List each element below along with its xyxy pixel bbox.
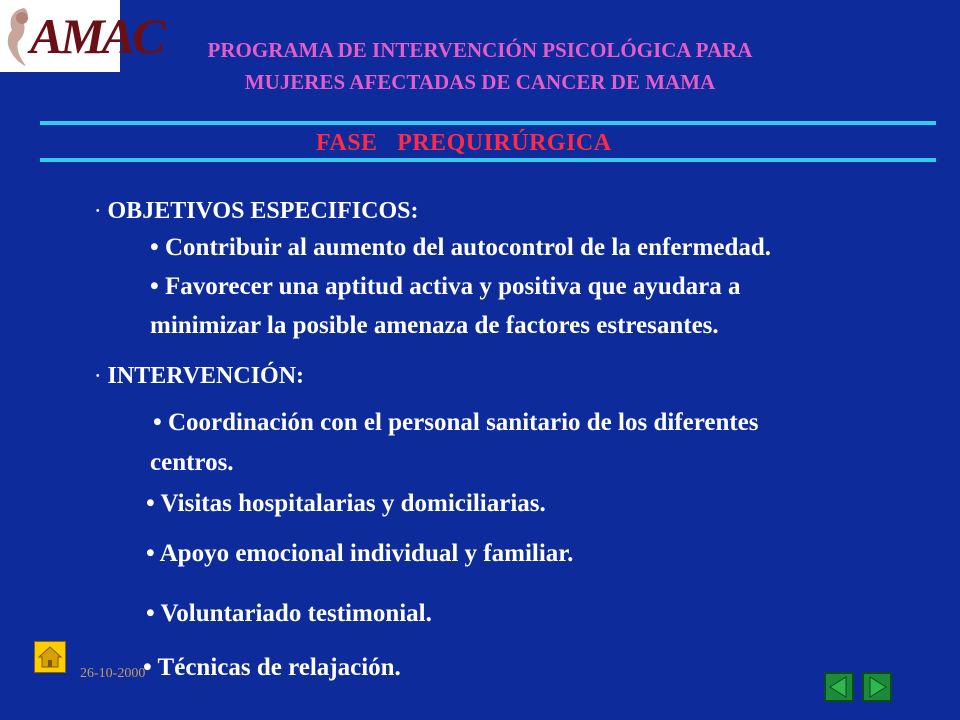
objetivo-item-1: • Contribuir al aumento del autocontrol de la enfermedad. <box>150 234 772 261</box>
intervencion-item-1-cont: centros. <box>150 449 234 476</box>
intervencion-item-2: • Visitas hospitalarias y domiciliarias. <box>146 490 546 517</box>
top-rule <box>40 121 936 125</box>
intervencion-heading <box>96 361 304 392</box>
bullet-icon: • <box>96 206 100 218</box>
triangle-right-icon <box>864 674 890 700</box>
bullet-icon: • <box>96 371 100 383</box>
intervencion-item-5: • Técnicas de relajación. <box>143 654 401 681</box>
next-slide-button[interactable] <box>862 672 892 702</box>
previous-slide-button[interactable] <box>824 672 854 702</box>
objetivo-item-2-cont: minimizar la posible amenaza de factores estresantes. <box>150 312 719 339</box>
intervencion-item-3: • Apoyo emocional individual y familiar. <box>146 540 574 567</box>
objetivos-heading-text: OBJETIVOS ESPECIFICOS: <box>107 198 419 224</box>
intervencion-item-4: • Voluntariado testimonial. <box>146 600 432 627</box>
triangle-left-icon <box>826 674 852 700</box>
logo-text: AMAC <box>30 8 163 64</box>
program-title-line-1: PROGRAMA DE INTERVENCIÓN PSICOLÓGICA PARA <box>207 38 753 62</box>
program-title-line-2: MUJERES AFECTADAS DE CANCER DE MAMA <box>244 70 716 94</box>
home-button[interactable] <box>34 641 66 673</box>
footer-date: 26-10-2000 <box>80 666 146 681</box>
phase-title: FASE PREQUIRÚRGICA <box>316 130 612 156</box>
intervencion-item-1: • Coordinación con el personal sanitario de los diferentes <box>153 409 759 436</box>
objetivos-heading <box>96 196 418 227</box>
home-icon <box>35 642 65 672</box>
bottom-rule <box>40 158 936 162</box>
intervencion-heading-text: INTERVENCIÓN: <box>107 363 305 389</box>
objetivo-item-2: • Favorecer una aptitud activa y positiva que ayudara a <box>150 273 741 300</box>
